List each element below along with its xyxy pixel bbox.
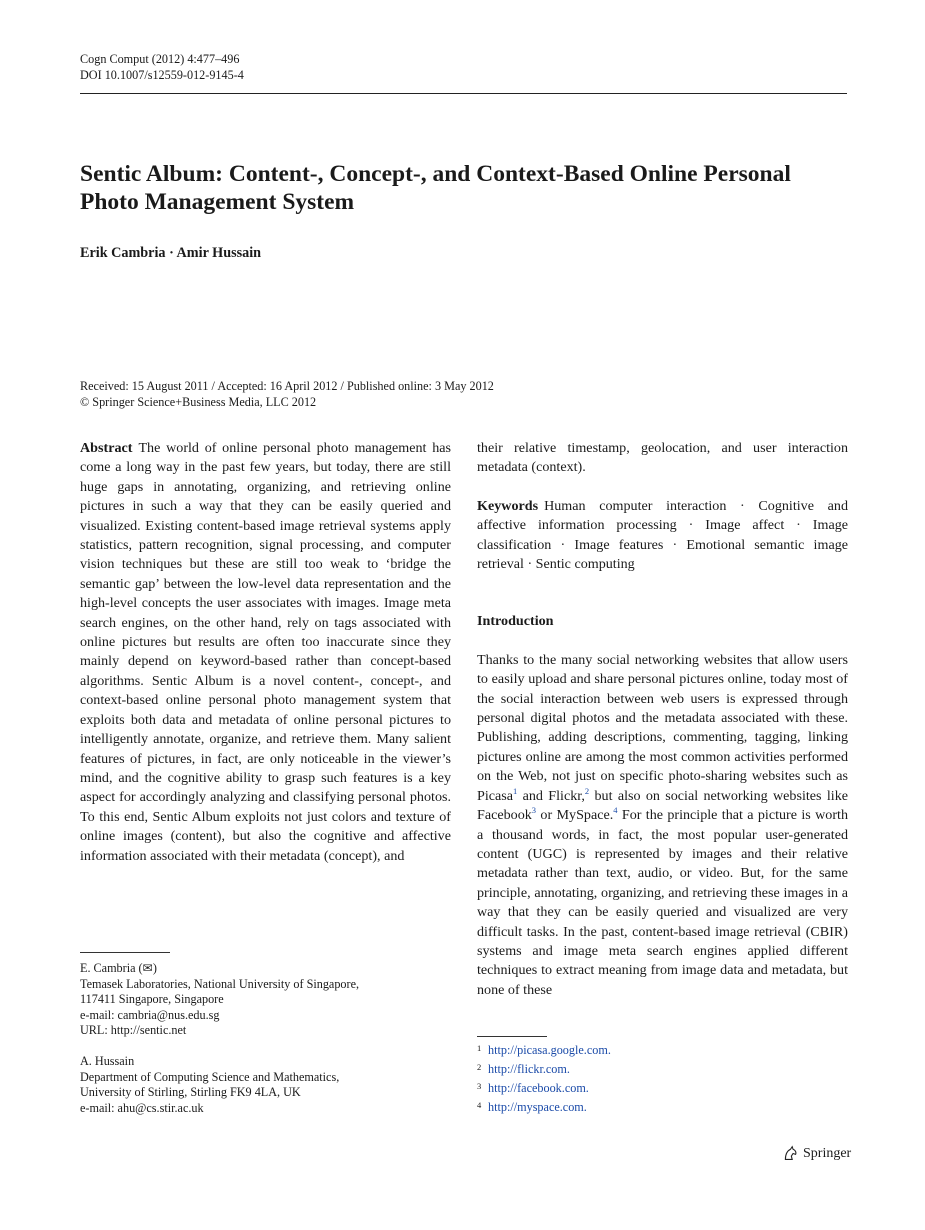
intro-text: but also on social networking websites like Facebook	[477, 787, 848, 824]
footnote-link[interactable]: http://myspace.com.	[488, 1100, 587, 1114]
publisher-name: Springer	[803, 1145, 852, 1161]
footnote-link[interactable]: http://picasa.google.com.	[488, 1043, 611, 1057]
author-address: University of Stirling, Stirling FK9 4LA, UK	[80, 1085, 301, 1100]
keywords	[477, 497, 848, 575]
author-url: URL: http://sentic.net	[80, 1023, 187, 1038]
footnote-number: 3	[477, 1081, 482, 1091]
intro-text: Thanks to the many social networking websites that allow users to easily upload and share personal pictures online, today most of the social interaction between web users is expressed through personal digital photos and the metadata associated with these. Publishing, adding descriptions, commenting, tagging, linking pictures online are among the most common activities performed on the Web, not just on specific photo-sharing websites such as Picasa	[477, 651, 848, 804]
author-list: Erik Cambria · Amir Hussain	[80, 245, 262, 261]
keywords-text: Human computer interaction · Cognitive and affective information processing · Image affect · Image classification · Image features · Emotional semantic image retrieval · Sentic computing	[477, 497, 848, 573]
abstract	[80, 439, 451, 866]
abstract-continuation: their relative timestamp, geolocation, and user interaction metadata (context).	[477, 440, 848, 476]
copyright-line: © Springer Science+Business Media, LLC 2012	[80, 395, 317, 409]
affiliations	[80, 961, 460, 1131]
publisher-logo	[782, 1145, 851, 1162]
footnote-ref-4[interactable]: 4	[613, 805, 618, 816]
intro-text: and Flickr,	[517, 787, 585, 804]
footnote	[477, 1079, 611, 1098]
footnote-number: 2	[477, 1062, 482, 1072]
footnote-ref-1[interactable]: 1	[513, 785, 518, 796]
springer-horse-icon	[782, 1145, 799, 1162]
footnote-ref-2[interactable]: 2	[584, 785, 590, 796]
paper-title: Sentic Album: Content-, Concept-, and Context-Based Online Personal Photo Management System	[80, 161, 791, 215]
abstract-heading: Abstract	[80, 440, 133, 456]
footnote	[477, 1041, 611, 1060]
footnote-number: 1	[477, 1043, 482, 1053]
footnote-ref-3[interactable]: 3	[531, 805, 537, 816]
footnote	[477, 1060, 611, 1079]
author-name: E. Cambria (✉)	[80, 961, 157, 975]
right-column	[477, 439, 848, 1000]
left-column	[80, 439, 451, 866]
footnote	[477, 1098, 611, 1117]
doi: DOI 10.1007/s12559-012-9145-4	[80, 68, 244, 82]
abstract-text: The world of online personal photo management has come a long way in the past few years, but today, there are still huge gaps in annotating, organizing, and retrieving online pictures in such a way that they can be easily queried and visualized. Existing content-based image retrieval systems apply statistics, pattern recognition, signal processing, and computer vision techniques but these are still too weak to ‘bridge the semantic gap’ between the low-level data representation and the high-level concepts the user associates with images. Image meta search engines, on the other hand, rely on tags associated with online pictures but results are often too inaccurate since they mainly depend on keyword-based rather than concept-based algorithms. Sentic Album is a novel content-, concept-, and context-based online personal photo management system that exploits both data and metadata of online personal pictures to intelligently annotate, organize, and retrieve them. Many salient features of pictures, in fact, are only noticeable in the viewer’s mind, and the cognitive ability to grasp such features is a key aspect for accordingly analyzing and classifying personal photos. To this end, Sentic Album exploits not just colors and texture of online images (content), but also the cognitive and affective information associated with their metadata (concept), and	[80, 440, 451, 864]
author-dept: Department of Computing Science and Mathematics,	[80, 1069, 340, 1084]
author-org: Temasek Laboratories, National University of Singapore,	[80, 976, 360, 991]
running-header	[80, 51, 244, 83]
header-divider	[80, 93, 847, 94]
footnotes	[477, 1041, 611, 1117]
keywords-heading: Keywords	[477, 497, 539, 514]
author-email: e-mail: cambria@nus.edu.sg	[80, 1007, 220, 1022]
affiliation-hussain	[80, 1054, 460, 1116]
journal-citation: Cogn Comput (2012) 4:477–496	[80, 52, 240, 66]
date-line: Received: 15 August 2011 / Accepted: 16 April 2012 / Published online: 3 May 2012	[80, 379, 494, 393]
footnote-link[interactable]: http://flickr.com.	[488, 1062, 570, 1076]
intro-text: For the principle that a picture is worth a thousand words, in fact, the most popular user-generated content (UGC) is represented by images and their relative metadata rather than text, audio, or video. But, for the same principle, annotating, organizing, and retrieving these images in a way that they can be easily queried and visualized are very difficult tasks. In the past, content-based image retrieval (CBIR) systems and image meta search engines applied different techniques to extract meaning from image data and metadata, but none of these	[477, 807, 848, 998]
affiliation-divider	[80, 952, 170, 953]
footnote-link[interactable]: http://facebook.com.	[488, 1081, 589, 1095]
author-name: A. Hussain	[80, 1053, 135, 1068]
author-address: 117411 Singapore, Singapore	[80, 992, 224, 1007]
affiliation-cambria	[80, 961, 460, 1039]
intro-text: or MySpace.	[536, 807, 614, 824]
footnote-number: 4	[477, 1100, 482, 1110]
publication-dates	[80, 378, 494, 410]
introduction-paragraph	[477, 651, 848, 1000]
author-email: e-mail: ahu@cs.stir.ac.uk	[80, 1100, 204, 1115]
footnote-divider	[477, 1036, 547, 1037]
introduction-heading: Introduction	[477, 613, 554, 630]
